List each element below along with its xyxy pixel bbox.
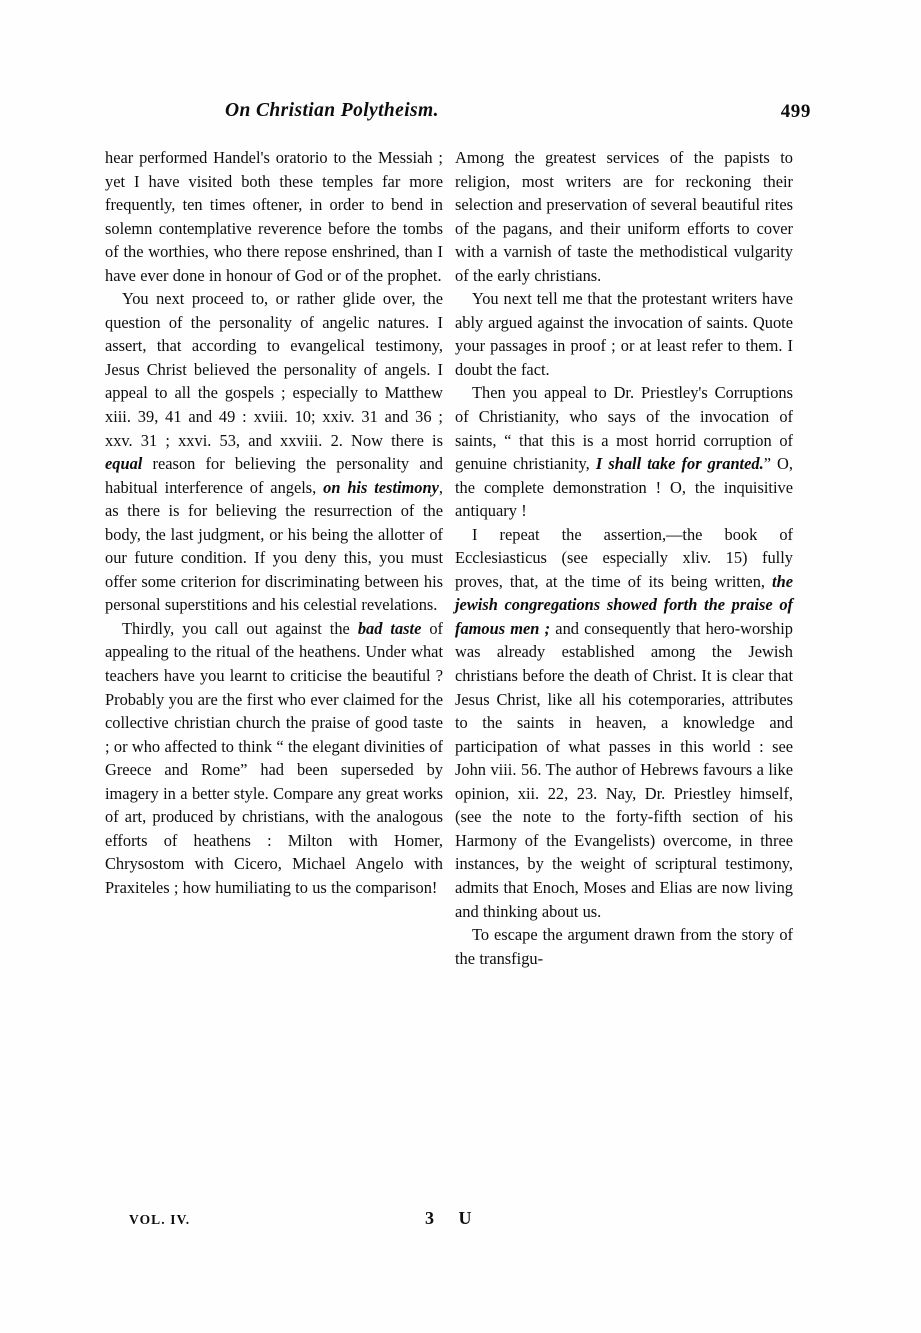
paragraph: [455, 523, 793, 923]
body-text: Then you appeal to Dr. Priestley's Corruptions of Christianity, who says of the invocation of saints, “ that this is a most horrid corruption of genuine christianity,: [455, 383, 793, 474]
emphasis-text: equal: [105, 454, 143, 474]
body-text: , as there is for believing the resurrection of the body, the last judgment, or his being the allotter of our future condition. If you deny this, you must offer some criterion for discriminating between his personal superstitions and his celestial revelations.: [105, 477, 443, 615]
body-text: of appealing to the ritual of the heathens. Under what teachers have you learnt to criticise the beautiful ? Probably you are the first who ever claimed for the collective christian church the praise of good taste ; or who affected to think “ the elegant divinities of Greece and Rome” had been superseded by imagery in a better style. Compare any great works of art, produced by christians, with the analogous efforts of heathens : Milton with Homer, Chrysostom with Cicero, Michael Angelo with Praxiteles ; how humiliating to us the comparison!: [105, 618, 444, 897]
body-text: and consequently that hero-worship was already established among the Jewish christians before the death of Christ. It is clear that Jesus Christ, like all his cotemporaries, attributes to the saints in heaven, a knowledge and participation of what passes in this world : see John viii. 56. The author of Hebrews favours a like opinion, xii. 22, 23. Nay, Dr. Priestley himself, (see the note to the forty-fifth section of his Harmony of the Evangelists) overcome, in three instances, by the weight of scriptural testimony, admits that Enoch, Moses and Elias are now living and thinking about us.: [455, 618, 793, 921]
body-text: Thirdly, you call out against the: [122, 618, 358, 638]
body-text: reason for believing the personality and habitual interference of angels,: [105, 454, 443, 497]
body-text: ” O, the complete demonstration ! O, the inquisitive antiquary !: [455, 454, 793, 521]
volume-mark: VOL. IV.: [129, 1212, 191, 1227]
body-text: You next tell me that the protestant writers have ably argued against the invocation of saints. Quote your passages in proof ; or at least refer to them. I doubt the fact.: [455, 289, 793, 379]
paragraph: [455, 923, 793, 970]
emphasis-text: I shall take for granted.: [595, 454, 764, 474]
emphasis-text: on his testimony: [323, 477, 439, 497]
body-text: To escape the argument drawn from the story of the transfigu-: [455, 925, 793, 968]
signature-mark: 3 U: [425, 1208, 482, 1228]
paragraph: [105, 146, 443, 287]
body-text: hear performed Handel's oratorio to the Messiah ; yet I have visited both these temples far more frequently, ten times oftener, in order to bend in solemn contemplative reverence before the tombs of the worthies, who there repose enshrined, than I have ever done in honour of God or of the prophet.: [105, 148, 443, 285]
body-text: Among the greatest services of the papists to religion, most writers are for reckoning their selection and preservation of several beautiful rites of the pagans, and their uniform efforts to cover with a varnish of taste the methodistical vulgarity of the early christians.: [455, 148, 793, 285]
paragraph: [455, 381, 793, 522]
running-head: [105, 100, 821, 130]
body-text: You next proceed to, or rather glide over, the question of the personality of angelic natures. I assert, that according to evangelical testimony, Jesus Christ believed the personality of angels. I appeal to all the gospels ; especially to Matthew xiii. 39, 41 and 49 : xviii. 10; xxiv. 31 and 36 ; xxv. 31 ; xxvi. 53, and xxviii. 2. Now there is: [105, 289, 443, 450]
emphasis-text: bad taste: [357, 618, 422, 638]
paragraph: [105, 287, 443, 617]
body-text: I repeat the assertion,—the book of Ecclesiasticus (see especially xliv. 15) fully proves, that, at the time of its being written,: [455, 524, 793, 591]
page-title: On Christian Polytheism.: [225, 100, 439, 121]
column-left: [105, 146, 443, 900]
column-right: [455, 146, 793, 970]
emphasis-text: the jewish congregations showed forth the praise of famous men ;: [455, 571, 793, 638]
page-footer: [105, 1208, 821, 1234]
page-folio: 499: [780, 101, 811, 122]
paragraph: [105, 617, 443, 900]
paragraph: [455, 287, 793, 381]
paragraph: [455, 146, 793, 287]
